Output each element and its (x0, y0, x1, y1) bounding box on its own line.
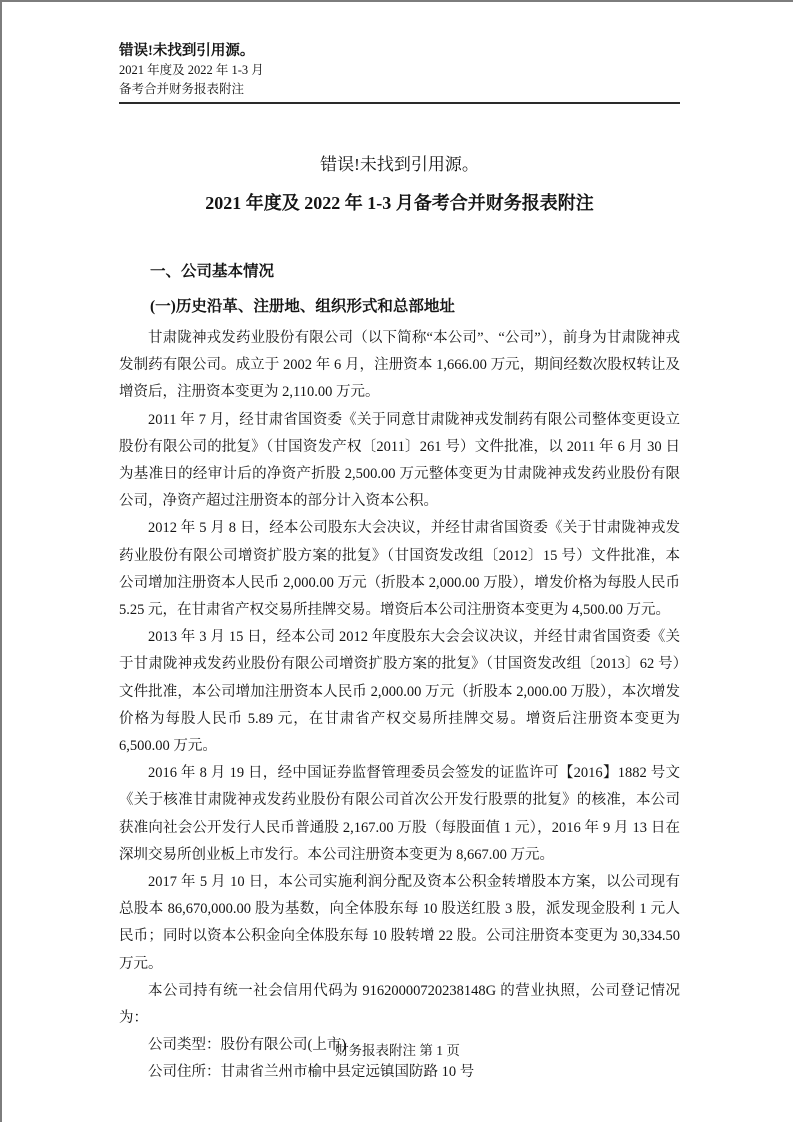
subsection-heading-history: (一)历史沿革、注册地、组织形式和总部地址 (150, 298, 455, 315)
company-address-line: 公司住所：甘肃省兰州市榆中县定远镇国防路 10 号 (148, 1064, 475, 1081)
page-footer: 财务报表附注 第 1 页 (335, 1043, 460, 1058)
title-error-ref: 错误!未找到引用源。 (320, 155, 479, 174)
header-period-line: 2021 年度及 2022 年 1-3 月 (119, 63, 264, 77)
page-header (119, 42, 680, 104)
paragraph-2012-capital-increase: 2012 年 5 月 8 日，经本公司股东大会决议，并经甘肃省国资委《关于甘肃陇神戎发药业股份有限公司增资扩股方案的批复》（甘国资发改组〔2012〕15 号）文件批准，本公司增加注册资本人民币 2,000.00 万元（折股本 2,000.00 万股），增发价格为每股人民币 5.25 元，在甘肃省产权交易所挂牌交易。增资后本公司注册资本变更为 4,500.00 万元。 (119, 520, 680, 619)
paragraph-2011-restructuring: 2011 年 7 月，经甘肃省国资委《关于同意甘肃陇神戎发制药有限公司整体变更设立股份有限公司的批复》（甘国资发产权〔2011〕261 号）文件批准，以 2011 年 6 月 30 日为基准日的经审计后的净资产折股 2,500.00 万元整体变更为甘肃陇神戎发药业股份有限公司，净资产超过注册资本的部分计入资本公积。 (119, 411, 680, 510)
page-title: 2021 年度及 2022 年 1-3 月备考合并财务报表附注 (205, 193, 594, 213)
paragraph-company-origin: 甘肃陇神戎发药业股份有限公司（以下简称“本公司”、“公司”），前身为甘肃陇神戎发制药有限公司。成立于 2002 年 6 月，注册资本 1,666.00 万元，期间经数次股权转让及增资后，注册资本变更为 2,110.00 万元。 (119, 330, 680, 401)
document-content (119, 2, 680, 1087)
header-doc-type-line: 备考合并财务报表附注 (119, 82, 245, 96)
section-heading-company-basic-info: 一、公司基本情况 (150, 263, 275, 280)
header-error-ref: 错误!未找到引用源。 (119, 43, 255, 59)
body-text (119, 325, 680, 1087)
paragraph-2016-ipo: 2016 年 8 月 19 日，经中国证券监督管理委员会签发的证监许可【2016】1882 号文《关于核准甘肃陇神戎发药业股份有限公司首次公开发行股票的批复》的核准，本公司获准向社会公开发行人民币普通股 2,167.00 万股（每股面值 1 元），2016 年 9 月 13 日在深圳交易所创业板上市发行。本公司注册资本变更为 8,667.00 万元。 (119, 765, 680, 863)
paragraph-business-license: 本公司持有统一社会信用代码为 91620000720238148G 的营业执照，公司登记情况为： (119, 982, 680, 1027)
paragraph-2013-capital-increase: 2013 年 3 月 15 日，经本公司 2012 年度股东大会会议决议，并经甘肃省国资委《关于甘肃陇神戎发药业股份有限公司增资扩股方案的批复》（甘国资发改组〔2013〕62 号）文件批准，本公司增加注册资本人民币 2,000.00 万元（折股本 2,000.00 万股），本次增发价格为每股人民币 5.89 元，在甘肃省产权交易所挂牌交易。增资后注册资本变更为 6,500.00 万元。 (119, 629, 680, 755)
company-type-line: 公司类型：股份有限公司(上市) (148, 1037, 347, 1054)
paragraph-2017-profit-distribution: 2017 年 5 月 10 日，本公司实施利润分配及资本公积金转增股本方案，以公司现有总股本 86,670,000.00 股为基数，向全体股东每 10 股送红股 3 股，派发现金股利 1 元人民币；同时以资本公积金向全体股东每 10 股转增 22 股。公司注册资本变更为 30,334.50 万元。 (119, 874, 680, 972)
